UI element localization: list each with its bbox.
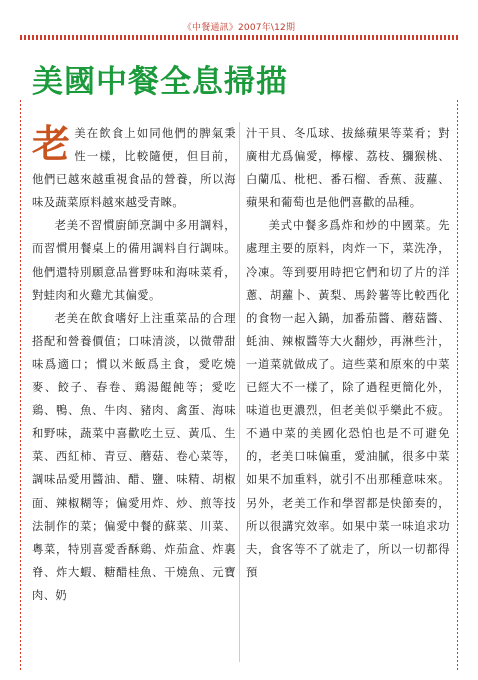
article-title: 美國中餐全息掃描: [32, 64, 288, 100]
column-divider: [239, 122, 240, 662]
paragraph-intro-text: 美在飲食上如同他們的脾氣秉性一樣，比較隨便，但目前，他們已越來越重視食品的營養，所以海味及蔬菜原料越來越受青睞。: [32, 127, 236, 210]
left-dotted-border: [20, 100, 21, 670]
paragraph-american-chinese-food: 美式中餐多爲炸和炒的中國菜。先處理主要的原料，肉炸一下，菜洗净，冷凍。等到要用時把它們和切了片的洋蔥、胡蘿卜、黃梨、馬鈴薯等比較西化的食物一起入鍋，加番茄醬、蘑菇醬、蚝油、辣椒醬等大火翻炒，再淋些汁，一道菜就做成了。這些菜和原來的中菜已經大不一樣了，除了過程更簡化外，味道也更濃烈，但老美似乎樂此不疲。不過中菜的美國化恐怕也是不可避免的，老美口味偏重，愛油膩，很多中菜如果不加重料，就引不出那種意味來。另外，老美工作和學習都是快節奏的，所以很講究效率。如果中菜一味追求功夫，食客等不了就走了，所以一切都得預: [246, 219, 450, 579]
top-dotted-rule: [20, 35, 458, 40]
right-dotted-border: [457, 100, 458, 670]
paragraph-intro: [32, 122, 236, 214]
paragraph-seasoning: 老美不習慣廚師烹調中多用調料，而習慣用餐桌上的備用調料自行調味。他們還特別願意品嘗野味和海味菜肴，對蛙肉和火雞尤其偏愛。: [32, 219, 236, 302]
paragraph-preferences-continued: 汁干貝、冬瓜球、拔絲蘋果等菜肴；對廣柑尤爲偏愛，檸檬、荔枝、獼猴桃、白蘭瓜、枇杷、番石榴、香蕉、菠蘿、蘋果和葡萄也是他們喜歡的品種。: [246, 127, 450, 210]
running-head: 《中餐通訊》2007年\12期: [182, 23, 296, 33]
left-column: [32, 122, 236, 607]
drop-cap: 老: [32, 122, 71, 166]
paragraph-preferences: 老美在飲食嗜好上注重菜品的合理搭配和營養價值；口味清淡，以微帶甜味爲適口；慣以米飯爲主食，愛吃燒麥、餃子、春卷、鶏湯餛飩等；愛吃鶏、鴨、魚、牛肉、豬肉、禽蛋、海味和野味，蔬菜中喜歡吃土豆、黃瓜、生菜、西紅柿、青豆、蘑菇、卷心菜等，調味品愛用醬油、醋、鹽、味精、胡椒面、辣椒糊等；偏愛用炸、炒、煎等技法制作的菜；偏愛中餐的蘇菜、川菜、粵菜，特別喜愛香酥鶏、炸茄盒、炸裏脊、炸大蝦、糖醋桂魚、干燒魚、元寶肉、奶: [32, 311, 236, 602]
right-column: [246, 122, 450, 584]
